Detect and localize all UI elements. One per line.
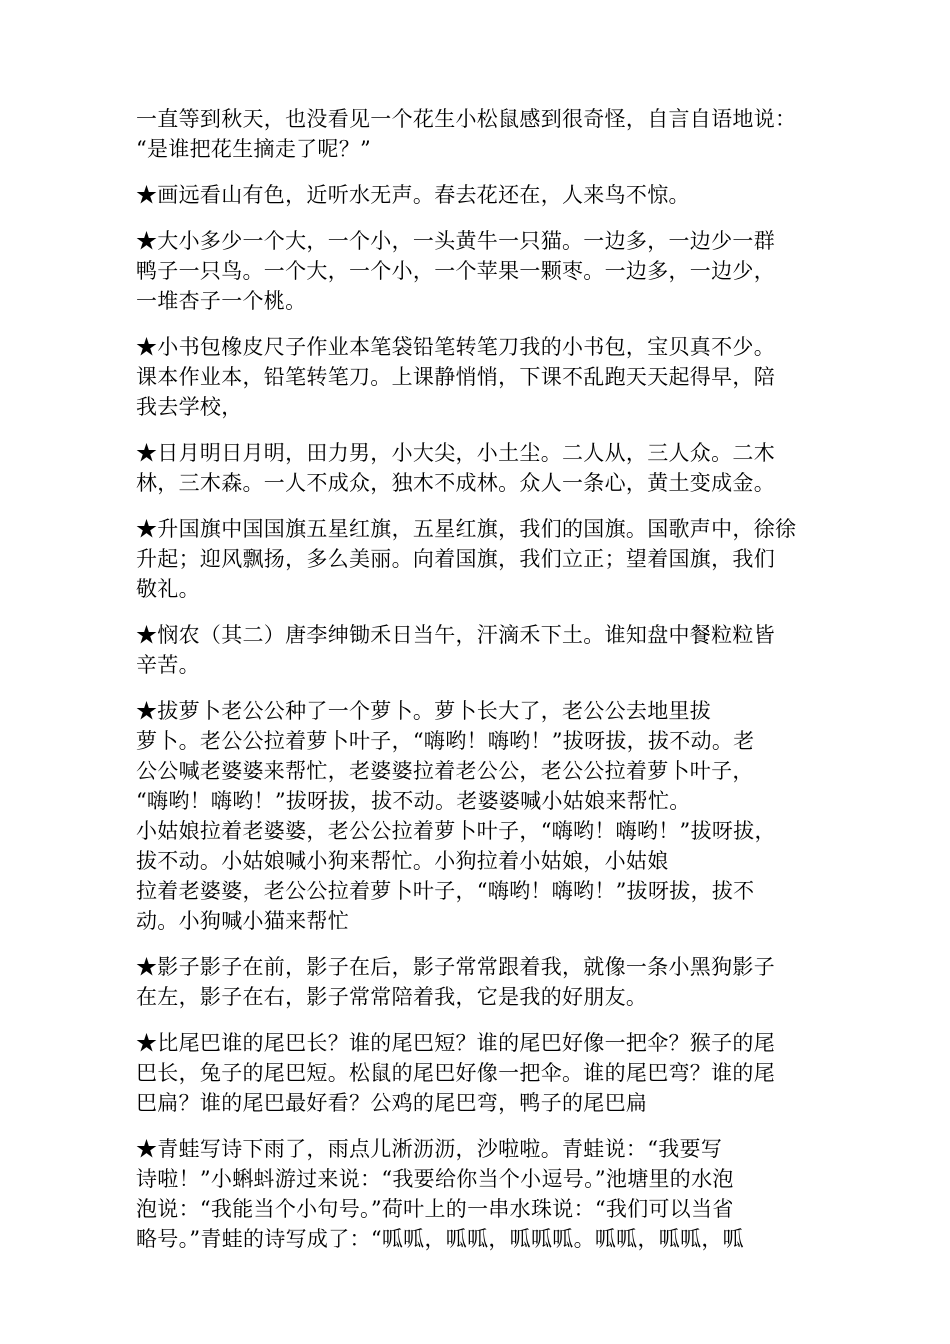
text-paragraph	[136, 620, 816, 680]
text-paragraph	[136, 104, 816, 164]
text-line: 升起；迎风飘扬，多么美丽。向着国旗，我们立正；望着国旗，我们	[136, 547, 775, 571]
text-paragraph	[136, 952, 816, 1012]
document-page	[136, 104, 816, 1270]
text-line: 敬礼。	[136, 577, 200, 601]
text-line: 诗啦！”小蝌蚪游过来说：“我要给你当个小逗号。”池塘里的水泡	[136, 1167, 734, 1191]
text-line: 小姑娘拉着老婆婆，老公公拉着萝卜叶子，“嗨哟！嗨哟！”拔呀拔，	[136, 819, 776, 843]
text-line: ★画远看山有色，近听水无声。春去花还在，人来鸟不惊。	[136, 183, 690, 207]
text-line: 巴长，兔子的尾巴短。松鼠的尾巴好像一把伞。谁的尾巴弯？谁的尾	[136, 1061, 775, 1085]
text-paragraph	[136, 180, 816, 210]
text-line: 萝卜。老公公拉着萝卜叶子，“嗨哟！嗨哟！”拔呀拔，拔不动。老	[136, 729, 755, 753]
document-body	[136, 104, 816, 1254]
text-line: 我去学校，	[136, 395, 243, 419]
text-line: 鸭子一只鸟。一个大，一个小，一个苹果一颗枣。一边多，一边少，	[136, 259, 775, 283]
text-line: 公公喊老婆婆来帮忙，老婆婆拉着老公公，老公公拉着萝卜叶子，	[136, 759, 754, 783]
text-line: ★悯农（其二）唐李绅锄禾日当午，汗滴禾下土。谁知盘中餐粒粒皆	[136, 623, 775, 647]
text-line: 拉着老婆婆，老公公拉着萝卜叶子，“嗨哟！嗨哟！”拔呀拔，拔不	[136, 879, 755, 903]
text-line: ★拔萝卜老公公种了一个萝卜。萝卜长大了，老公公去地里拔	[136, 699, 712, 723]
text-paragraph	[136, 1028, 816, 1118]
text-line: 在左，影子在右，影子常常陪着我，它是我的好朋友。	[136, 985, 648, 1009]
text-paragraph	[136, 514, 816, 604]
text-line: 巴扁？谁的尾巴最好看？公鸡的尾巴弯，鸭子的尾巴扁	[136, 1091, 648, 1115]
text-line: ★大小多少一个大，一个小，一头黄牛一只猫。一边多，一边少一群	[136, 229, 775, 253]
text-line: ★升国旗中国国旗五星红旗，五星红旗，我们的国旗。国歌声中，徐徐	[136, 517, 797, 541]
text-line: 辛苦。	[136, 653, 200, 677]
text-line: ★小书包橡皮尺子作业本笔袋铅笔转笔刀我的小书包，宝贝真不少。	[136, 335, 775, 359]
text-line: 一直等到秋天，也没看见一个花生小松鼠感到很奇怪，自言自语地说：	[136, 107, 797, 131]
text-line: ★日月明日月明，田力男，小大尖，小土尘。二人从，三人众。二木	[136, 441, 775, 465]
text-line: “是谁把花生摘走了呢？”	[136, 137, 372, 161]
text-paragraph	[136, 226, 816, 316]
text-line: 略号。”青蛙的诗写成了：“呱呱，呱呱，呱呱呱。呱呱，呱呱，呱	[136, 1227, 744, 1251]
text-line: 动。小狗喊小猫来帮忙	[136, 909, 349, 933]
text-line: 林，三木森。一人不成众，独木不成林。众人一条心，黄土变成金。	[136, 471, 775, 495]
text-line: 课本作业本，铅笔转笔刀。上课静悄悄，下课不乱跑天天起得早，陪	[136, 365, 775, 389]
text-line: 一堆杏子一个桃。	[136, 289, 307, 313]
text-paragraph	[136, 696, 816, 936]
text-paragraph	[136, 1134, 816, 1254]
text-line: 拔不动。小姑娘喊小狗来帮忙。小狗拉着小姑娘，小姑娘	[136, 849, 669, 873]
text-paragraph	[136, 332, 816, 422]
text-line: “嗨哟！嗨哟！”拔呀拔，拔不动。老婆婆喊小姑娘来帮忙。	[136, 789, 691, 813]
text-line: ★比尾巴谁的尾巴长？谁的尾巴短？谁的尾巴好像一把伞？猴子的尾	[136, 1031, 775, 1055]
text-line: ★青蛙写诗下雨了，雨点儿淅沥沥，沙啦啦。青蛙说：“我要写	[136, 1137, 723, 1161]
text-line: 泡说：“我能当个小句号。”荷叶上的一串水珠说：“我们可以当省	[136, 1197, 734, 1221]
text-paragraph	[136, 438, 816, 498]
text-line: ★影子影子在前，影子在后，影子常常跟着我，就像一条小黑狗影子	[136, 955, 775, 979]
